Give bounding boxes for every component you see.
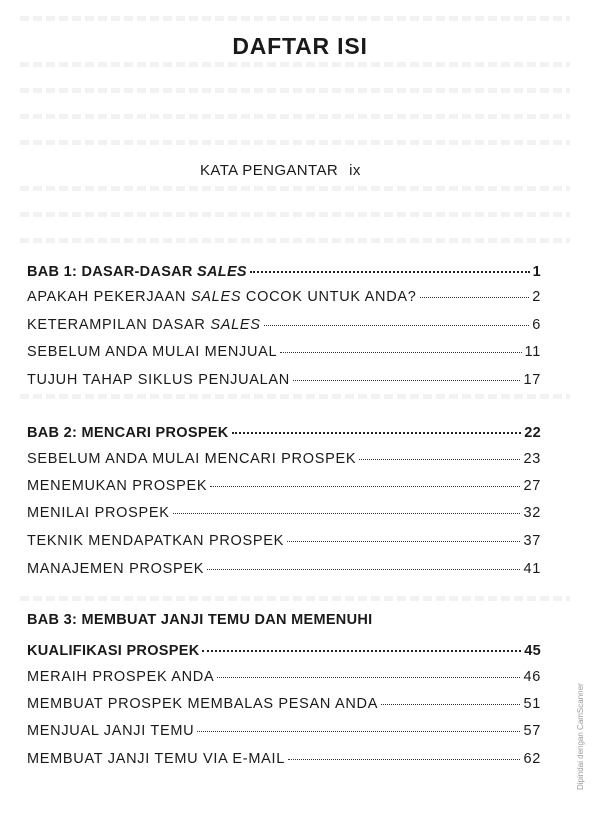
page-number: 11 bbox=[524, 343, 541, 360]
toc-entry[interactable] bbox=[27, 447, 541, 467]
bleed-through-line bbox=[20, 16, 570, 21]
page-number: 46 bbox=[523, 668, 541, 685]
dot-leader bbox=[210, 471, 520, 487]
dot-leader bbox=[197, 716, 520, 732]
entry-label: MENEMUKAN PROSPEK bbox=[27, 477, 208, 494]
toc-entry[interactable] bbox=[27, 474, 541, 494]
page-number: 37 bbox=[523, 532, 541, 549]
page-title: DAFTAR ISI bbox=[232, 33, 368, 59]
entry-label: APAKAH PEKERJAAN SALES COCOK UNTUK ANDA? bbox=[27, 288, 417, 305]
bleed-through-line bbox=[20, 114, 570, 119]
dot-leader bbox=[293, 365, 521, 381]
toc-chapter-3[interactable] bbox=[27, 638, 541, 659]
entry-label: MERAIH PROSPEK ANDA bbox=[27, 668, 215, 685]
entry-label: TEKNIK MENDAPATKAN PROSPEK bbox=[27, 532, 284, 549]
dot-leader bbox=[217, 662, 520, 678]
dot-leader bbox=[173, 498, 521, 514]
page-number: 2 bbox=[532, 288, 541, 305]
entry-label: KETERAMPILAN DASAR SALES bbox=[27, 316, 261, 333]
dot-leader bbox=[288, 744, 520, 760]
page-number: 62 bbox=[523, 750, 541, 767]
chapter-title: KUALIFIKASI PROSPEK bbox=[27, 642, 200, 659]
page-number: 51 bbox=[523, 695, 541, 712]
page-number: 22 bbox=[524, 424, 541, 441]
entry-label: MENJUAL JANJI TEMU bbox=[27, 722, 195, 739]
entry-label: MEMBUAT JANJI TEMU VIA E-MAIL bbox=[27, 750, 285, 767]
dot-leader bbox=[381, 689, 520, 705]
toc-entry[interactable] bbox=[27, 747, 541, 767]
entry-label: TUJUH TAHAP SIKLUS PENJUALAN bbox=[27, 371, 290, 388]
entry-label: SEBELUM ANDA MULAI MENCARI PROSPEK bbox=[27, 450, 357, 467]
chapter-title: BAB 1: DASAR-DASAR SALES bbox=[27, 263, 247, 280]
page-number: 45 bbox=[524, 642, 541, 659]
chapter-title-line-1[interactable]: BAB 3: MEMBUAT JANJI TEMU DAN MEMENUHI bbox=[27, 612, 373, 628]
toc-entry[interactable] bbox=[27, 368, 541, 388]
dot-leader bbox=[420, 282, 530, 298]
entry-label: MANAJEMEN PROSPEK bbox=[27, 560, 205, 577]
page-number: 27 bbox=[523, 477, 541, 494]
toc-intro-label: KATA PENGANTAR bbox=[200, 162, 339, 179]
bleed-through-line bbox=[20, 186, 570, 191]
toc-entry[interactable] bbox=[27, 665, 541, 685]
bleed-through-line bbox=[20, 596, 570, 601]
toc-entry[interactable] bbox=[27, 719, 541, 739]
entry-label: MENILAI PROSPEK bbox=[27, 504, 170, 521]
bleed-through-line bbox=[20, 212, 570, 217]
toc-chapter-2[interactable] bbox=[27, 420, 541, 441]
page-number: 23 bbox=[523, 450, 541, 467]
toc-entry[interactable] bbox=[27, 501, 541, 521]
page-number: 57 bbox=[523, 722, 541, 739]
page-number: 32 bbox=[523, 504, 541, 521]
toc-intro-entry[interactable] bbox=[200, 162, 361, 179]
entry-label: MEMBUAT PROSPEK MEMBALAS PESAN ANDA bbox=[27, 695, 379, 712]
page-number: 41 bbox=[523, 560, 541, 577]
bleed-through-line bbox=[20, 394, 570, 399]
dot-leader bbox=[280, 337, 521, 353]
dot-leader bbox=[287, 526, 521, 542]
bleed-through-line bbox=[20, 140, 570, 145]
dot-leader bbox=[232, 417, 522, 434]
dot-leader bbox=[207, 554, 520, 570]
dot-leader bbox=[359, 444, 520, 460]
entry-label: SEBELUM ANDA MULAI MENJUAL bbox=[27, 343, 278, 360]
page-number: 17 bbox=[523, 371, 541, 388]
page-number: 6 bbox=[532, 316, 541, 333]
toc-entry[interactable] bbox=[27, 285, 541, 305]
toc-entry[interactable] bbox=[27, 557, 541, 577]
page-number: 1 bbox=[532, 263, 541, 280]
bleed-through-line bbox=[20, 62, 570, 67]
toc-entry[interactable] bbox=[27, 529, 541, 549]
toc-entry[interactable] bbox=[27, 340, 541, 360]
dot-leader bbox=[250, 256, 530, 273]
bleed-through-line bbox=[20, 88, 570, 93]
bleed-through-line bbox=[20, 238, 570, 243]
toc-entry[interactable] bbox=[27, 313, 541, 333]
scanner-watermark: Dipindai dengan CamScanner bbox=[576, 683, 585, 790]
toc-entry[interactable] bbox=[27, 692, 541, 712]
dot-leader bbox=[264, 310, 530, 326]
chapter-title: BAB 2: MENCARI PROSPEK bbox=[27, 424, 229, 441]
dot-leader bbox=[202, 635, 521, 652]
toc-chapter-1[interactable] bbox=[27, 259, 541, 280]
toc-intro-page: ix bbox=[349, 162, 361, 179]
